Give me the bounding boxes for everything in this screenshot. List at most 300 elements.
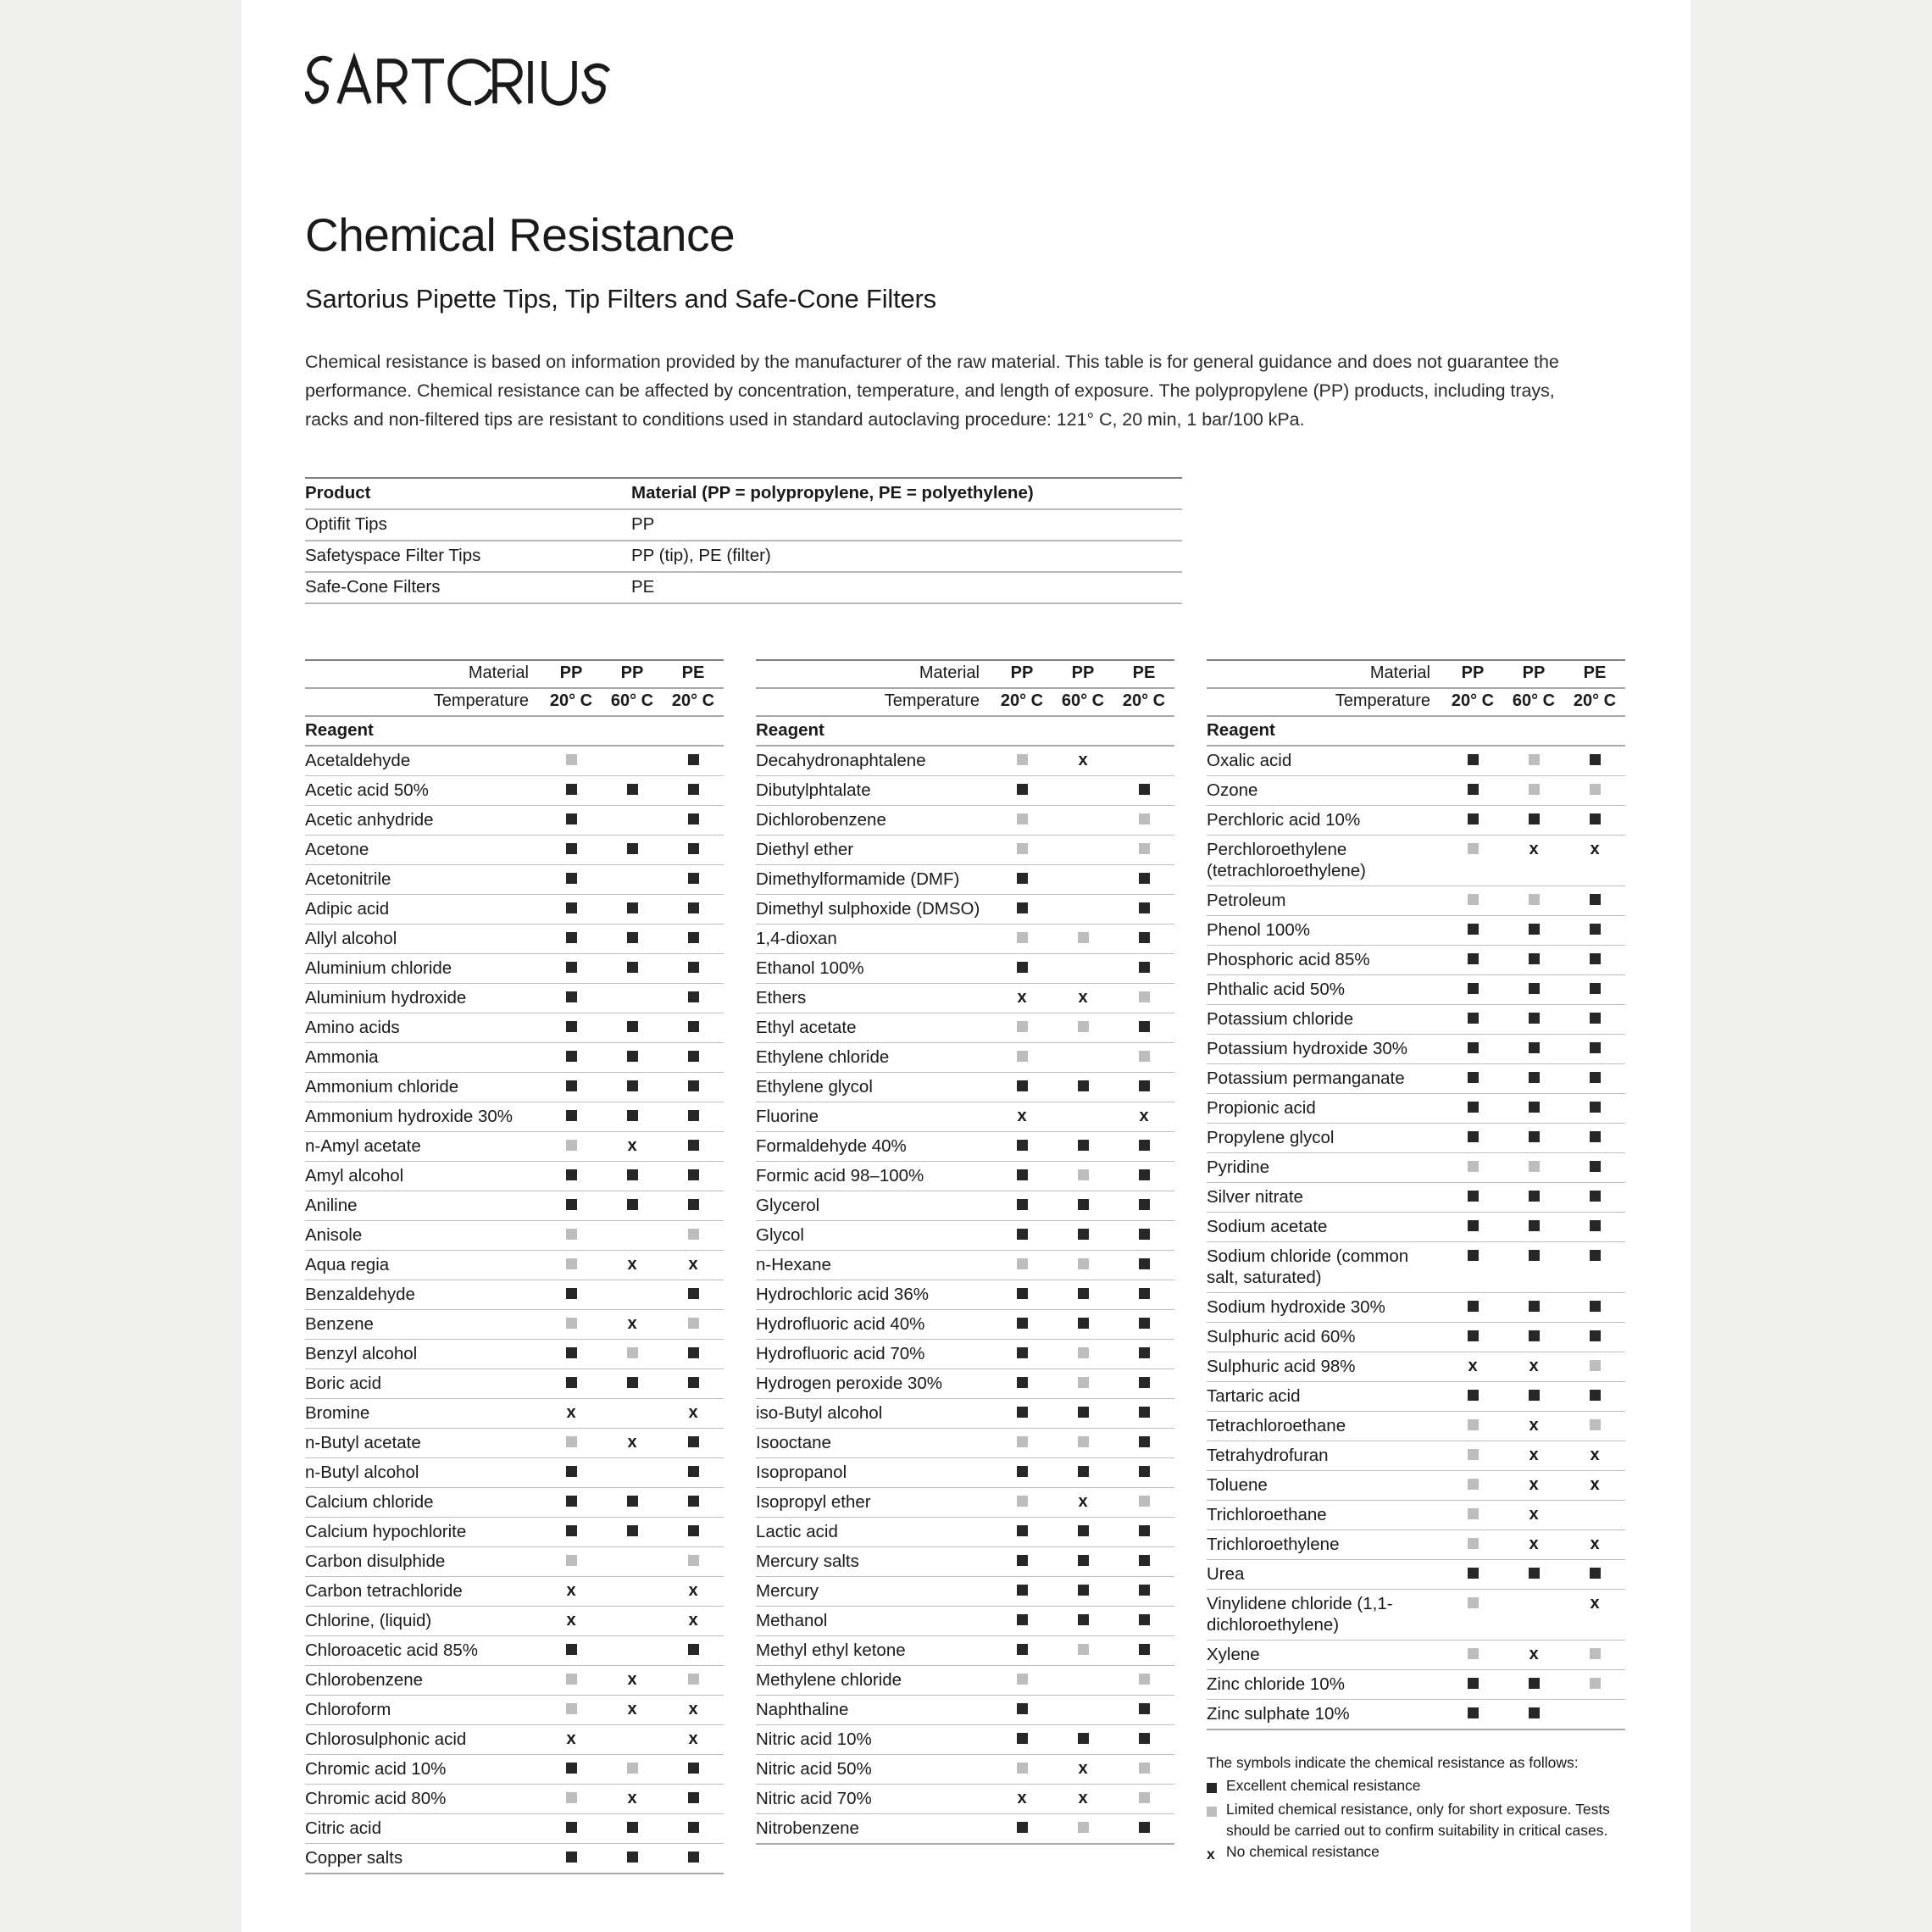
excellent-symbol-icon [663,1280,724,1309]
excellent-symbol-icon [1442,1381,1503,1411]
reagent-name: Chlorosulphonic acid [305,1724,541,1754]
reagent-name: Bromine [305,1398,541,1428]
excellent-symbol-icon [1052,1220,1113,1250]
chem-table-body [305,660,724,1874]
excellent-symbol-icon [1113,1339,1174,1368]
table-row [756,1161,1174,1191]
no-resistance-x-icon: x [602,1695,663,1724]
excellent-symbol-icon [1564,1182,1625,1212]
temperature-header-row [1207,688,1625,716]
excellent-symbol-icon [1113,1250,1174,1280]
limited-symbol-icon [1113,1487,1174,1517]
excellent-symbol-icon [663,1784,724,1813]
product-material: PE [631,572,1182,603]
table-row [305,894,724,924]
temperature-value: 20° C [1564,688,1625,716]
reagent-name: Phosphoric acid 85% [1207,945,1442,974]
table-row [305,1843,724,1874]
no-resistance-x-icon: x [1503,1500,1564,1530]
limited-symbol-icon [991,1428,1052,1457]
reagent-name: Boric acid [305,1368,541,1398]
excellent-symbol-icon [991,1576,1052,1606]
limited-symbol-icon [602,1339,663,1368]
empty-cell [1052,953,1113,983]
reagent-name: Hydrofluoric acid 70% [756,1339,991,1368]
empty-cell [1052,1695,1113,1724]
excellent-symbol-icon [541,1102,602,1131]
excellent-symbol-icon [1113,1309,1174,1339]
excellent-symbol-icon [1564,1241,1625,1292]
table-row [305,1131,724,1161]
table-row [305,1457,724,1487]
reagent-name: Sulphuric acid 60% [1207,1322,1442,1352]
excellent-symbol-icon [663,924,724,953]
excellent-symbol-icon [663,1487,724,1517]
excellent-symbol-icon [663,1428,724,1457]
reagent-name: Tetrahydrofuran [1207,1441,1442,1470]
reagent-name: Chlorine, (liquid) [305,1606,541,1635]
limited-symbol-icon [1564,1669,1625,1699]
no-resistance-x-icon: x [602,1309,663,1339]
excellent-symbol-icon [602,894,663,924]
excellent-symbol-icon [1113,1368,1174,1398]
excellent-symbol-icon [602,1102,663,1131]
reagent-name: Hydrogen peroxide 30% [756,1368,991,1398]
no-resistance-x-icon: x [1052,746,1113,776]
excellent-symbol-icon [1052,1606,1113,1635]
reagent-name: Perchloroethylene (tetrachloroethylene) [1207,835,1442,886]
excellent-symbol-icon [1442,1034,1503,1063]
reagent-name: Chromic acid 80% [305,1784,541,1813]
table-row [756,1131,1174,1161]
no-resistance-x-icon: x [1503,1441,1564,1470]
table-row [756,1695,1174,1724]
excellent-symbol-icon [991,1517,1052,1546]
excellent-symbol-icon [602,1487,663,1517]
table-row [1207,1063,1625,1093]
excellent-symbol-icon [1564,1063,1625,1093]
material-header-row [756,660,1174,688]
excellent-symbol-icon [602,775,663,805]
temperature-header-row [756,688,1174,716]
limited-symbol-icon [1113,983,1174,1013]
table-row [1207,1669,1625,1699]
material-header-row [305,660,724,688]
table-row [305,746,724,776]
no-resistance-x-icon: x [541,1724,602,1754]
reagent-name: Nitric acid 10% [756,1724,991,1754]
table-row [1207,805,1625,835]
limited-symbol-icon [991,1013,1052,1042]
excellent-symbol-icon [663,1072,724,1102]
excellent-symbol-icon [1113,1220,1174,1250]
limited-symbol-icon [541,1428,602,1457]
excellent-symbol-icon [1503,1699,1564,1729]
excellent-symbol-icon [1113,1191,1174,1220]
table-row [305,953,724,983]
reagent-name: Methyl ethyl ketone [756,1635,991,1665]
table-row [305,1280,724,1309]
excellent-symbol-icon [602,1517,663,1546]
limited-symbol-icon [1442,835,1503,886]
chem-table-body [756,660,1174,1844]
excellent-symbol-icon [602,835,663,864]
table-row [1207,1500,1625,1530]
excellent-symbol-icon [1503,1093,1564,1123]
chem-column-2 [756,659,1174,1845]
limited-symbol-icon [991,1487,1052,1517]
excellent-symbol-icon [1503,1182,1564,1212]
excellent-symbol-icon [1442,1212,1503,1241]
excellent-symbol-icon [991,894,1052,924]
material-value: PE [663,660,724,688]
empty-cell [1113,746,1174,776]
excellent-symbol-icon [541,1813,602,1843]
excellent-symbol-icon [663,1131,724,1161]
excellent-symbol-icon [1503,1559,1564,1589]
table-row [1207,1241,1625,1292]
excellent-symbol-icon [663,1042,724,1072]
no-resistance-x-icon: x [1503,1530,1564,1559]
table-row [305,1072,724,1102]
excellent-symbol-icon [991,1695,1052,1724]
table-row [756,1339,1174,1368]
legend-item-label: Limited chemical resistance, only for short exposure. Tests should be carried out to confirm suitability in critical cases. [1226,1801,1610,1840]
excellent-symbol-icon [1113,1517,1174,1546]
limited-symbol-icon [1052,1339,1113,1368]
table-row [756,983,1174,1013]
reagent-label: Reagent [305,716,724,746]
excellent-symbol-icon [1113,1398,1174,1428]
material-label: Material [1207,660,1442,688]
table-row [305,1339,724,1368]
excellent-symbol-icon [991,1724,1052,1754]
excellent-symbol-icon [602,1368,663,1398]
excellent-symbol-icon [663,953,724,983]
table-row [756,1013,1174,1042]
reagent-name: Calcium chloride [305,1487,541,1517]
table-row [756,1428,1174,1457]
reagent-name: Propionic acid [1207,1093,1442,1123]
table-row [756,1368,1174,1398]
table-row [1207,1322,1625,1352]
reagent-name: Hydrochloric acid 36% [756,1280,991,1309]
excellent-symbol-icon [1503,805,1564,835]
excellent-symbol-icon [1052,1546,1113,1576]
table-row [305,1220,724,1250]
excellent-symbol-icon [1113,1576,1174,1606]
table-row [305,1546,724,1576]
excellent-symbol-icon [602,1072,663,1102]
legend-heading: The symbols indicate the chemical resistance as follows: [1207,1753,1579,1771]
limited-symbol-icon [1442,1589,1503,1640]
temperature-label: Temperature [756,688,991,716]
excellent-symbol-icon [1113,1724,1174,1754]
table-row [756,835,1174,864]
chemical-resistance-table [305,659,724,1874]
table-row [1207,1699,1625,1729]
excellent-symbol-icon [1442,805,1503,835]
excellent-symbol-icon [602,924,663,953]
limited-symbol-icon [1113,1754,1174,1784]
no-resistance-x-icon: x [1113,1102,1174,1131]
table-row [305,1102,724,1131]
excellent-symbol-icon [991,1606,1052,1635]
table-row [1207,1212,1625,1241]
limited-symbol-icon [1442,1640,1503,1669]
reagent-name: Anisole [305,1220,541,1250]
product-name: Safetyspace Filter Tips [305,541,631,572]
excellent-symbol-icon [1564,1381,1625,1411]
reagent-name: Mercury salts [756,1546,991,1576]
excellent-symbol-icon [541,924,602,953]
limited-symbol-icon [1503,886,1564,915]
excellent-symbol-icon [541,1042,602,1072]
limited-symbol-icon [1564,1640,1625,1669]
excellent-symbol-icon [991,775,1052,805]
excellent-symbol-icon [541,1754,602,1784]
limited-symbol-icon [991,746,1052,776]
material-value: PP [1442,660,1503,688]
legend [1207,1752,1625,1866]
no-resistance-x-icon: x [991,1784,1052,1813]
no-resistance-x-icon: x [1564,1589,1625,1640]
limited-symbol-icon [991,805,1052,835]
table-row [756,1606,1174,1635]
reagent-name: Aluminium chloride [305,953,541,983]
chemical-resistance-columns [305,659,1627,1874]
reagent-name: n-Butyl alcohol [305,1457,541,1487]
excellent-symbol-icon [663,835,724,864]
table-row [1207,775,1625,805]
limited-symbol-icon [1442,1441,1503,1470]
table-row [1207,1530,1625,1559]
excellent-symbol-icon [602,1042,663,1072]
excellent-symbol-icon [1442,1699,1503,1729]
sartorius-logo [305,53,1627,114]
excellent-symbol-icon [602,1843,663,1874]
no-resistance-x-icon: x [1052,1754,1113,1784]
table-row [305,509,1182,541]
material-value: PP [541,660,602,688]
temperature-value: 60° C [1503,688,1564,716]
reagent-name: Vinylidene chloride (1,1-dichloroethylene) [1207,1589,1442,1640]
table-row [305,835,724,864]
table-row [305,805,724,835]
table-row [305,864,724,894]
limited-symbol-icon [541,1546,602,1576]
reagent-name: Acetonitrile [305,864,541,894]
reagent-name: Ethylene chloride [756,1042,991,1072]
reagent-name: Nitric acid 50% [756,1754,991,1784]
excellent-symbol-icon [1442,1063,1503,1093]
reagent-name: Benzene [305,1309,541,1339]
table-row [756,1784,1174,1813]
excellent-symbol-icon [541,1635,602,1665]
material-column-header: Material (PP = polypropylene, PE = polyethylene) [631,478,1182,509]
excellent-symbol-icon [663,1457,724,1487]
empty-cell [1052,864,1113,894]
excellent-symbol-icon [1113,1280,1174,1309]
table-row [1207,1292,1625,1322]
product-material: PP (tip), PE (filter) [631,541,1182,572]
no-resistance-x-icon: x [541,1576,602,1606]
table-row [756,1220,1174,1250]
table-row [305,541,1182,572]
excellent-symbol-icon [991,1309,1052,1339]
reagent-name: Dimethyl sulphoxide (DMSO) [756,894,991,924]
chem-column-1 [305,659,724,1874]
excellent-symbol-icon [1052,1072,1113,1102]
empty-cell [602,1576,663,1606]
reagent-name: Acetone [305,835,541,864]
excellent-symbol-icon [1564,1034,1625,1063]
table-row [305,1606,724,1635]
table-row [305,1161,724,1191]
excellent-symbol-icon [663,1368,724,1398]
reagent-name: Lactic acid [756,1517,991,1546]
excellent-symbol-icon [1503,1004,1564,1034]
table-row [756,864,1174,894]
excellent-symbol-icon [602,953,663,983]
excellent-symbol-icon [602,1191,663,1220]
excellent-symbol-icon [663,1339,724,1368]
excellent-symbol-icon [541,1843,602,1874]
reagent-name: Glycerol [756,1191,991,1220]
table-row [756,1517,1174,1546]
table-row [1207,1640,1625,1669]
reagent-name: Oxalic acid [1207,746,1442,776]
reagent-name: Chloroform [305,1695,541,1724]
table-row [305,1695,724,1724]
material-value: PE [1564,660,1625,688]
table-row [305,1250,724,1280]
reagent-name: Sodium hydroxide 30% [1207,1292,1442,1322]
reagent-name: Chlorobenzene [305,1665,541,1695]
table-row [1207,1182,1625,1212]
table-row [1207,1034,1625,1063]
legend-item-label: Excellent chemical resistance [1226,1776,1421,1794]
product-name: Safe-Cone Filters [305,572,631,603]
table-row [305,1398,724,1428]
excellent-symbol-icon [1564,945,1625,974]
empty-cell [602,805,663,835]
document-content [305,0,1627,1874]
excellent-symbol-icon [1442,1322,1503,1352]
reagent-name: Potassium chloride [1207,1004,1442,1034]
no-resistance-x-icon: x [1442,1352,1503,1381]
excellent-symbol-icon [991,953,1052,983]
table-row [756,1724,1174,1754]
excellent-symbol-icon [1503,945,1564,974]
excellent-symbol-icon [541,1517,602,1546]
excellent-symbol-icon [1564,915,1625,945]
legend-item-none [1207,1841,1625,1866]
excellent-symbol-icon [663,1102,724,1131]
excellent-symbol-icon [1564,1322,1625,1352]
table-header-row [305,478,1182,509]
excellent-symbol-icon [541,1280,602,1309]
empty-cell [1052,775,1113,805]
table-row [1207,1352,1625,1381]
excellent-symbol-icon [1503,1034,1564,1063]
table-row [756,1280,1174,1309]
reagent-name: Sodium chloride (common salt, saturated) [1207,1241,1442,1292]
table-row [1207,1559,1625,1589]
excellent-symbol-icon [602,1813,663,1843]
reagent-name: Acetic anhydride [305,805,541,835]
empty-cell [602,1724,663,1754]
reagent-name: Phenol 100% [1207,915,1442,945]
no-resistance-x-icon: x [1564,1530,1625,1559]
excellent-symbol-icon [663,1013,724,1042]
reagent-name: Formaldehyde 40% [756,1131,991,1161]
limited-symbol-icon [1442,1411,1503,1441]
table-row [305,1191,724,1220]
table-row [305,1368,724,1398]
table-row [305,1487,724,1517]
no-resistance-x-icon: x [602,1665,663,1695]
table-row [305,1754,724,1784]
excellent-symbol-icon [663,1635,724,1665]
intro-paragraph: Chemical resistance is based on information provided by the manufacturer of the raw material. This table is for general guidance and does not guarantee the performance. Chemical resistance can be affected by concentration, temperature, and length of exposure. The polypropylene (PP) products, including trays, racks and non-filtered tips are resistant to conditions used in standard autoclaving procedure: 121° C, 20 min, 1 bar/100 kPa. [305,351,1559,430]
reagent-name: Aluminium hydroxide [305,983,541,1013]
page-subtitle: Sartorius Pipette Tips, Tip Filters and Safe-Cone Filters [305,283,936,314]
legend-item-excellent [1207,1775,1625,1800]
excellent-symbol-icon [1442,1004,1503,1034]
reagent-label: Reagent [1207,716,1625,746]
reagent-name: Allyl alcohol [305,924,541,953]
table-row [1207,915,1625,945]
no-resistance-x-icon: x [541,1398,602,1428]
excellent-symbol-icon [541,1457,602,1487]
limited-symbol-icon [1113,1665,1174,1695]
excellent-symbol-icon [1503,915,1564,945]
reagent-name: Trichloroethane [1207,1500,1442,1530]
excellent-symbol-icon [541,983,602,1013]
excellent-symbol-icon [991,1457,1052,1487]
table-row [1207,1381,1625,1411]
reagent-name: Urea [1207,1559,1442,1589]
excellent-symbol-icon [541,1191,602,1220]
excellent-symbol-icon [1052,1398,1113,1428]
no-resistance-x-icon: x [1503,835,1564,886]
reagent-name: Aqua regia [305,1250,541,1280]
empty-cell [1052,1102,1113,1131]
excellent-symbol-icon [1564,886,1625,915]
table-row [756,894,1174,924]
table-row [305,775,724,805]
table-row [1207,945,1625,974]
reagent-label: Reagent [756,716,1174,746]
excellent-symbol-icon [541,835,602,864]
material-label: Material [305,660,541,688]
reagent-name: Acetic acid 50% [305,775,541,805]
legend-item-limited [1207,1799,1625,1841]
reagent-name: Silver nitrate [1207,1182,1442,1212]
no-resistance-x-icon: x [663,1398,724,1428]
reagent-name: Ammonium hydroxide 30% [305,1102,541,1131]
reagent-name: Petroleum [1207,886,1442,915]
excellent-symbol-icon [991,864,1052,894]
limited-symbol-icon [1052,924,1113,953]
table-row [305,1724,724,1754]
reagent-name: Xylene [1207,1640,1442,1669]
reagent-name: Ammonium chloride [305,1072,541,1102]
reagent-name: Carbon tetrachloride [305,1576,541,1606]
reagent-name: Benzyl alcohol [305,1339,541,1368]
temperature-value: 20° C [1442,688,1503,716]
